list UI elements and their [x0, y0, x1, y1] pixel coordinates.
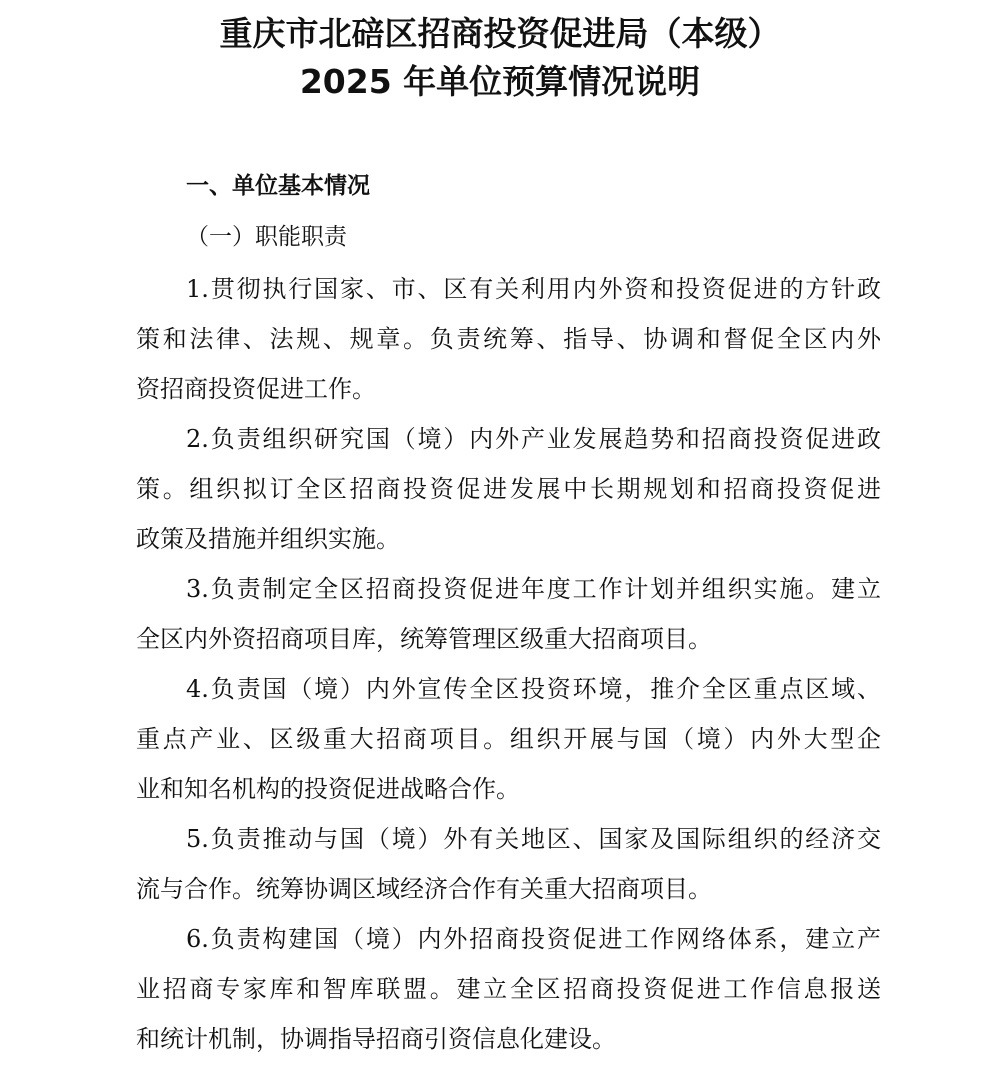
paragraph-line: 6.负责构建国（境）内外招商投资促进工作网络体系，建立产	[186, 925, 881, 953]
paragraph-line: 1.贯彻执行国家、市、区有关利用内外资和投资促进的方针政	[186, 275, 881, 303]
subsection-heading: （一）职能职责	[186, 224, 347, 250]
paragraph-line: 2.负责组织研究国（境）内外产业发展趋势和招商投资促进政	[186, 425, 881, 453]
paragraph-line: 策。组织拟订全区招商投资促进发展中长期规划和招商投资促进	[136, 475, 881, 503]
paragraph-line: 全区内外资招商项目库，统筹管理区级重大招商项目。	[136, 625, 712, 653]
paragraph-line: 3.负责制定全区招商投资促进年度工作计划并组织实施。建立	[186, 575, 881, 603]
paragraph-line: 和统计机制，协调指导招商引资信息化建设。	[136, 1025, 616, 1053]
paragraph-line: 政策及措施并组织实施。	[136, 525, 400, 553]
paragraph-line: 业招商专家库和智库联盟。建立全区招商投资促进工作信息报送	[136, 975, 881, 1003]
paragraph-line: 重点产业、区级重大招商项目。组织开展与国（境）内外大型企	[136, 725, 881, 753]
paragraph-duty-3	[136, 564, 881, 664]
paragraph-line: 5.负责推动与国（境）外有关地区、国家及国际组织的经济交	[186, 825, 881, 853]
paragraph-duty-2	[136, 414, 881, 564]
paragraph-line: 资招商投资促进工作。	[136, 375, 376, 403]
paragraph-line: 流与合作。统筹协调区域经济合作有关重大招商项目。	[136, 875, 712, 903]
paragraph-duty-4	[136, 664, 881, 814]
paragraph-duty-6	[136, 914, 881, 1064]
paragraph-duty-1	[136, 264, 881, 414]
document-title-line-2: 2025 年单位预算情况说明	[299, 62, 701, 101]
paragraph-line: 4.负责国（境）内外宣传全区投资环境，推介全区重点区域、	[186, 675, 881, 703]
section-heading: 一、单位基本情况	[186, 173, 370, 199]
paragraph-line: 策和法律、法规、规章。负责统筹、指导、协调和督促全区内外	[136, 325, 881, 353]
paragraph-duty-5	[136, 814, 881, 914]
paragraph-line: 业和知名机构的投资促进战略合作。	[136, 775, 520, 803]
document-title-line-1: 重庆市北碚区招商投资促进局（本级）	[219, 14, 781, 53]
